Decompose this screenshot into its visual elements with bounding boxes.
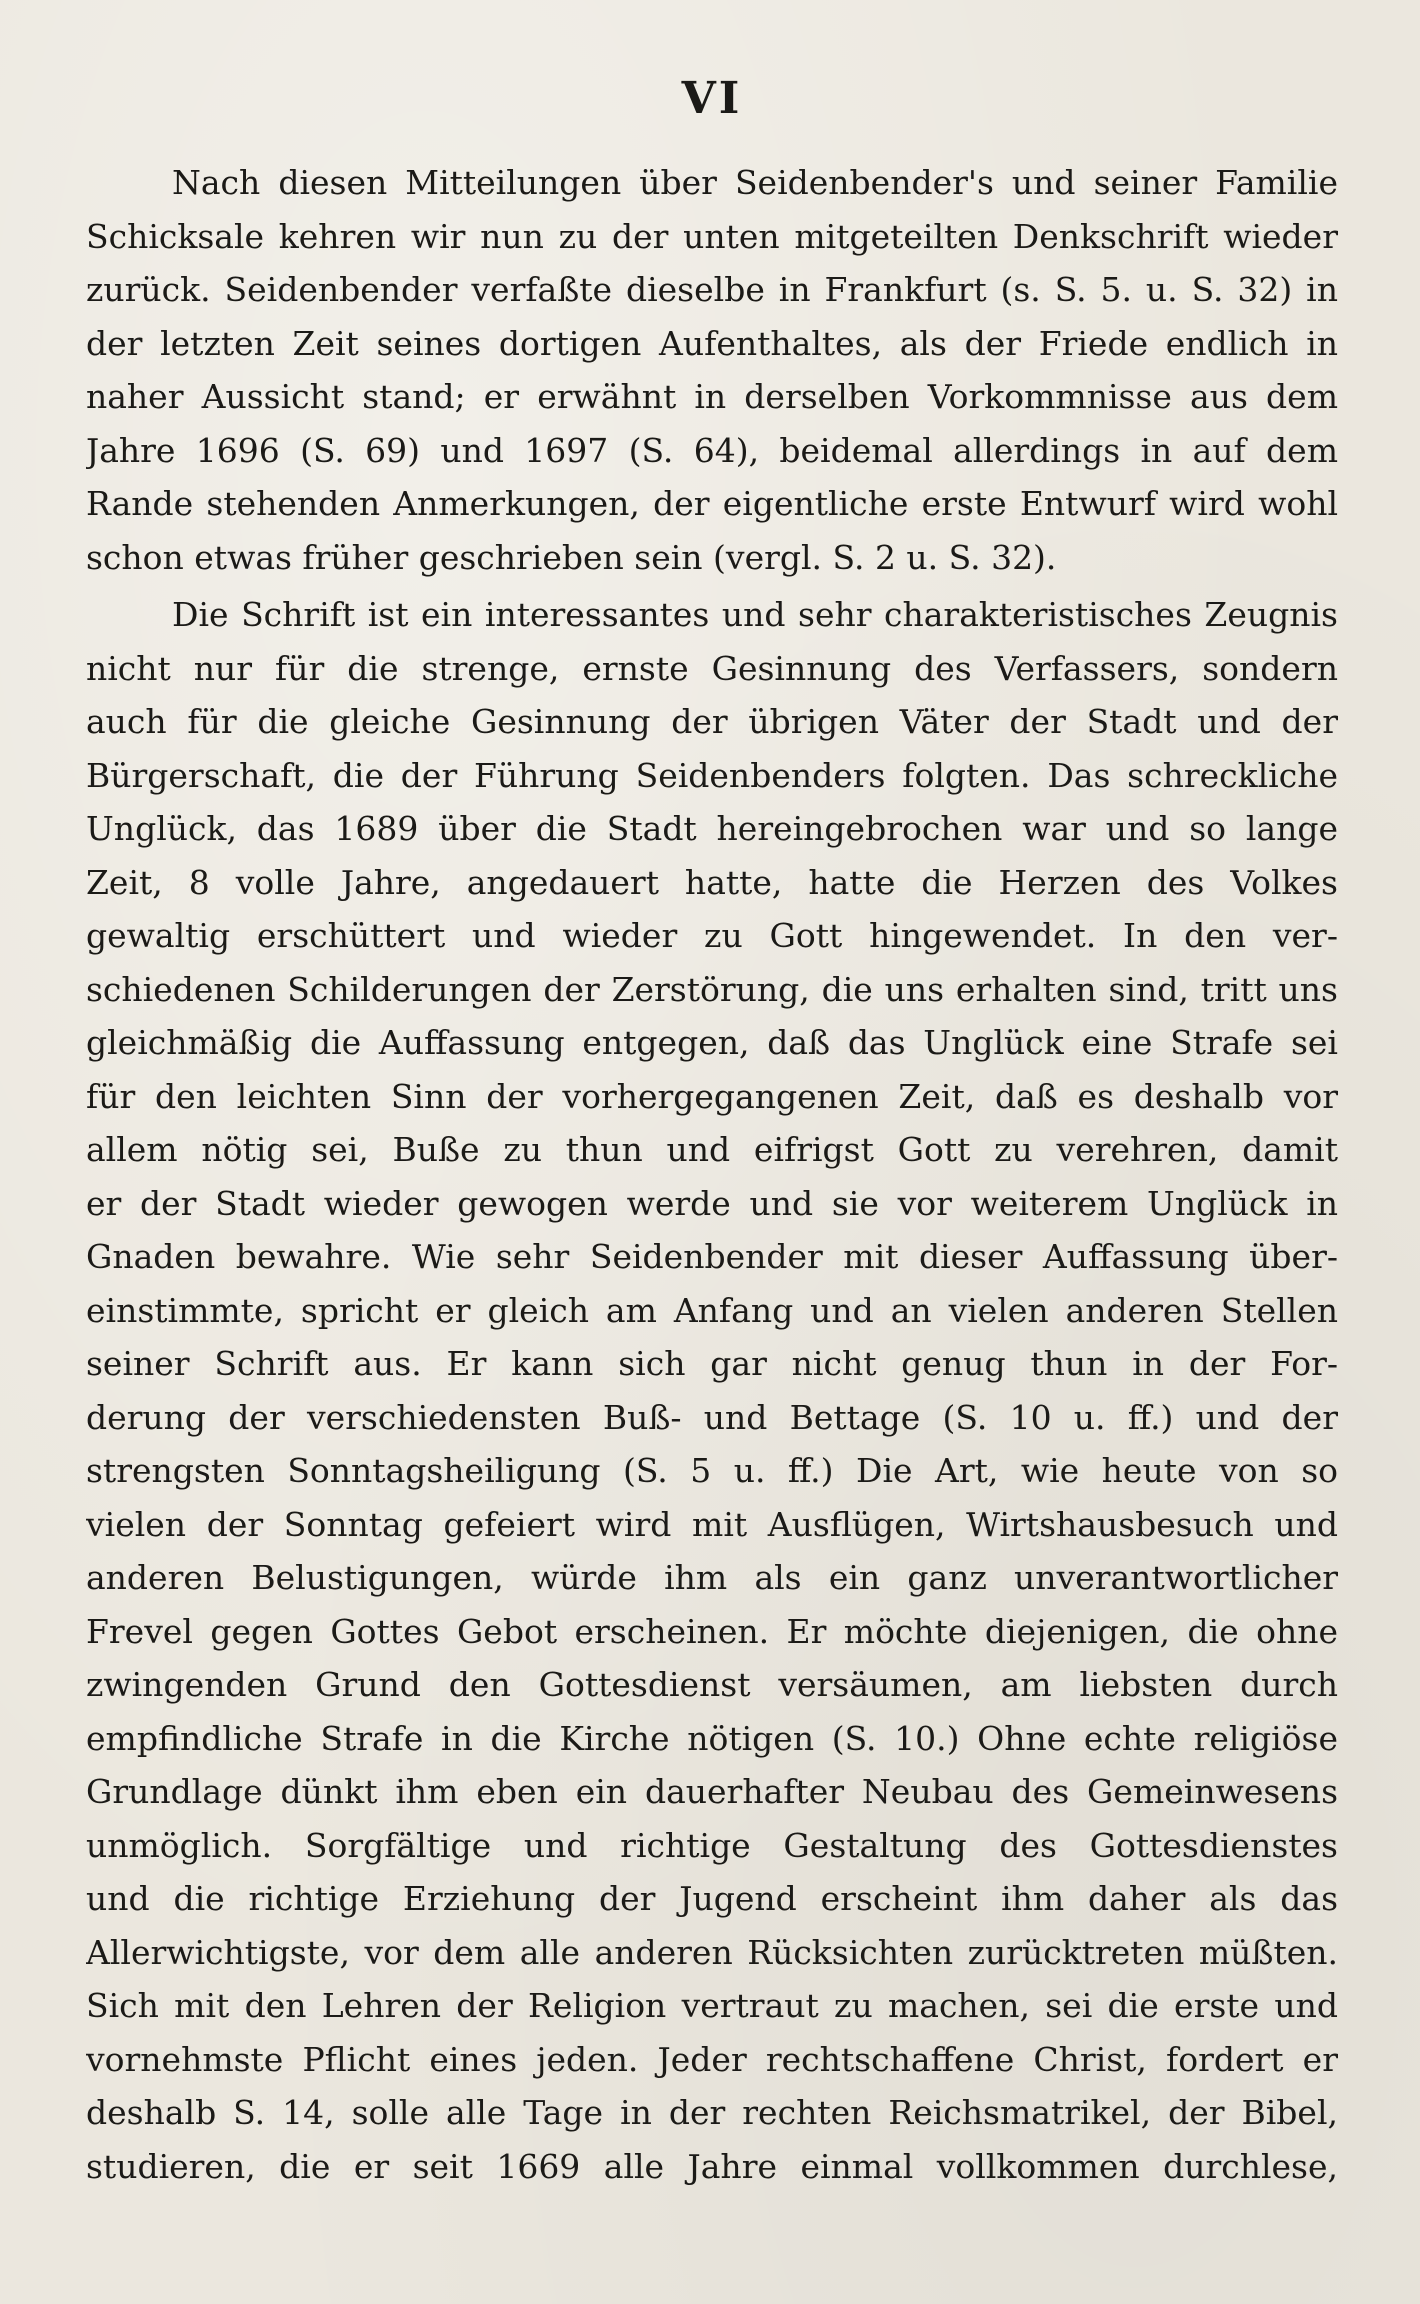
text-line: empfindliche Strafe in die Kirche nötigen (S. 10.) Ohne echte religiöse <box>86 1718 1338 1758</box>
text-line: Zeit, 8 volle Jahre, angedauert hatte, hatte die Herzen des Volkes <box>86 862 1338 902</box>
text-line: schiedenen Schilderungen der Zerstörung, die uns erhalten sind, tritt uns <box>86 969 1338 1009</box>
text-line: gleichmäßig die Auffassung entgegen, daß das Unglück eine Strafe sei <box>86 1023 1338 1062</box>
text-line: zurück. Seidenbender verfaßte dieselbe in Frankfurt (s. S. 5. u. S. 32) in <box>86 270 1338 309</box>
paragraph-1 <box>86 156 1338 584</box>
text-line: Frevel gegen Gottes Gebot erscheinen. Er möchte diejenigen, die ohne <box>86 1611 1338 1651</box>
text-line: Unglück, das 1689 über die Stadt hereingebrochen war und so lange <box>86 809 1338 848</box>
text-line: nicht nur für die strenge, ernste Gesinnung des Verfassers, sondern <box>86 648 1338 688</box>
text-line: strengsten Sonntagsheiligung (S. 5 u. ff.) Die Art, wie heute von so <box>86 1451 1338 1490</box>
text-line: allem nötig sei, Buße zu thun und eifrigst Gott zu verehren, damit <box>86 1130 1338 1169</box>
text-line: Gnaden bewahre. Wie sehr Seidenbender mit dieser Auffassung über- <box>86 1237 1338 1276</box>
text-line: studieren, die er seit 1669 alle Jahre einmal vollkommen durchlese, <box>86 2146 1338 2186</box>
text-line: gewaltig erschüttert und wieder zu Gott hingewendet. In den ver- <box>86 916 1338 955</box>
text-line: Grundlage dünkt ihm eben ein dauerhafter Neubau des Gemeinwesens <box>86 1772 1338 1811</box>
text-line: naher Aussicht stand; er erwähnt in derselben Vorkommnisse aus dem <box>86 377 1338 416</box>
text-line: Allerwichtigste, vor dem alle anderen Rücksichten zurücktreten müßten. <box>86 1932 1338 1972</box>
text-line: Die Schrift ist ein interessantes und sehr charakteristisches Zeugnis <box>172 595 1338 634</box>
text-line: Schicksale kehren wir nun zu der unten mitgeteilten Denkschrift wieder <box>86 216 1338 256</box>
text-line: unmöglich. Sorgfältige und richtige Gestaltung des Gottesdienstes <box>86 1825 1338 1865</box>
text-line: Sich mit den Lehren der Religion vertraut zu machen, sei die erste und <box>86 1986 1338 2025</box>
text-line: vornehmste Pflicht eines jeden. Jeder rechtschaffene Christ, fordert er <box>86 2039 1338 2079</box>
text-line: seiner Schrift aus. Er kann sich gar nicht genug thun in der For- <box>86 1344 1338 1383</box>
text-line: Bürgerschaft, die der Führung Seidenbenders folgten. Das schreckliche <box>86 755 1338 795</box>
text-line: Nach diesen Mitteilungen über Seidenbender's und seiner Familie <box>172 163 1338 202</box>
text-line: derung der verschiedensten Buß- und Bettage (S. 10 u. ff.) und der <box>86 1397 1338 1437</box>
text-line: schon etwas früher geschrieben sein (vergl. S. 2 u. S. 32). <box>86 537 1057 577</box>
text-line: für den leichten Sinn der vorhergegangenen Zeit, daß es deshalb vor <box>86 1076 1338 1116</box>
text-line: vielen der Sonntag gefeiert wird mit Ausflügen, Wirtshausbesuch und <box>86 1504 1338 1544</box>
text-line: anderen Belustigungen, würde ihm als ein ganz unverantwortlicher <box>86 1558 1338 1597</box>
text-line: Jahre 1696 (S. 69) und 1697 (S. 64), beidemal allerdings in auf dem <box>86 430 1338 470</box>
text-line: Rande stehenden Anmerkungen, der eigentliche erste Entwurf wird wohl <box>86 484 1338 523</box>
paragraph-2 <box>86 588 1338 2193</box>
text-line: deshalb S. 14, solle alle Tage in der rechten Reichsmatrikel, der Bibel, <box>86 2093 1338 2132</box>
text-line: der letzten Zeit seines dortigen Aufenthaltes, als der Friede endlich in <box>86 323 1338 363</box>
text-line: er der Stadt wieder gewogen werde und sie vor weiterem Unglück in <box>86 1183 1338 1223</box>
text-line: und die richtige Erziehung der Jugend erscheint ihm daher als das <box>86 1879 1338 1918</box>
text-line: zwingenden Grund den Gottesdienst versäumen, am liebsten durch <box>86 1665 1338 1704</box>
page-number: VI <box>681 73 743 124</box>
text-line: einstimmte, spricht er gleich am Anfang und an vielen anderen Stellen <box>86 1290 1338 1330</box>
text-line: auch für die gleiche Gesinnung der übrigen Väter der Stadt und der <box>86 702 1338 741</box>
